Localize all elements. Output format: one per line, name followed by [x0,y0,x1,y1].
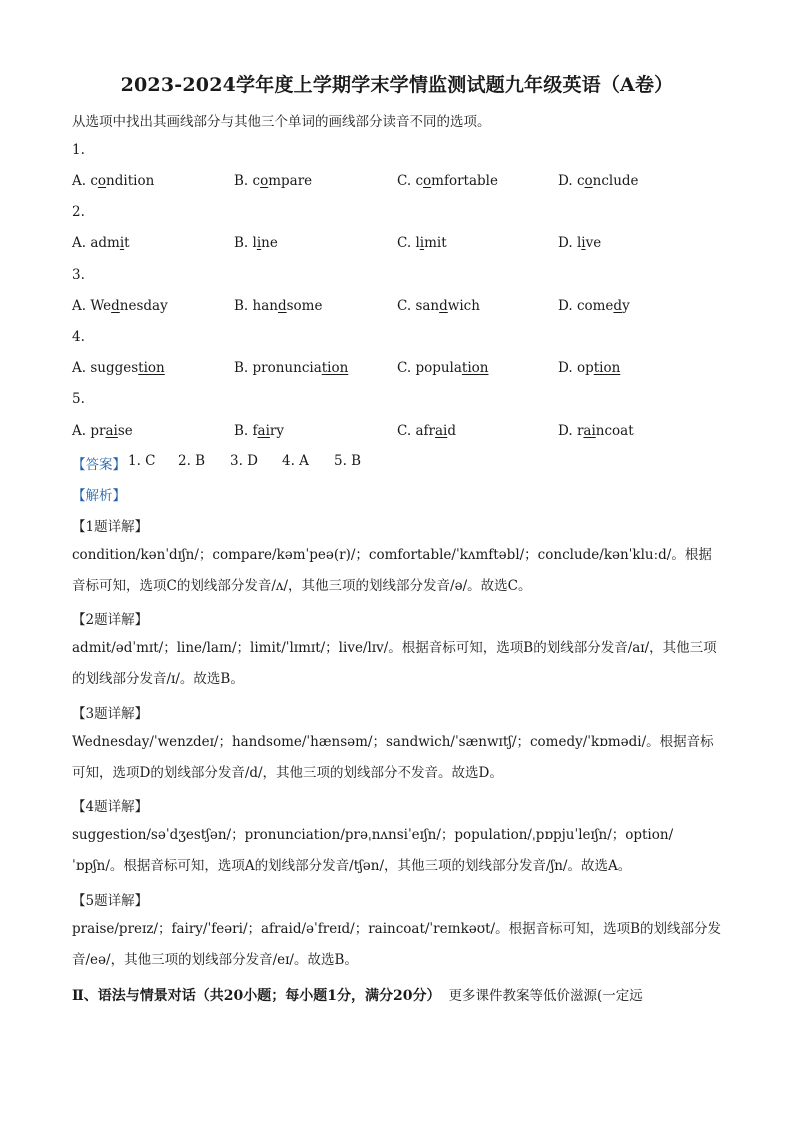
analysis-label: 【解析】 [72,488,126,504]
option-word-prefix: popula [415,360,462,376]
question-option [234,360,348,376]
option-word-suffix: nclude [592,173,639,189]
option-underlined-part: i [119,235,125,251]
option-underlined-part: i [581,235,586,251]
option-word-suffix: ncoat [595,423,634,439]
option-letter: B. [234,173,249,189]
option-word-suffix: wich [447,298,480,314]
option-word-suffix: se [117,423,133,439]
option-word-prefix: pr [90,423,106,439]
option-word-suffix: ry [269,423,284,439]
option-word-prefix: c [415,173,423,189]
option-word-suffix: ndition [106,173,155,189]
question-option [72,298,168,314]
option-word-suffix: t [124,235,130,251]
option-letter: A. [72,360,87,376]
option-letter: C. [397,173,412,189]
answer-item: 3. D [230,453,258,469]
option-underlined-part: o [423,173,432,189]
question-option [234,173,312,189]
option-underlined-part: ai [105,423,118,439]
answer-item: 1. C [128,453,156,469]
question-option [558,298,630,314]
question-option [558,235,601,251]
question-option [397,298,480,314]
option-word-suffix: mfortable [431,173,498,189]
option-underlined-part: tion [461,360,489,376]
option-letter: C. [397,360,412,376]
detail-text: suggestion/səˈdʒestʃən/；pronunciation/prəˌnʌnsiˈeɪʃn/；population/ˌpɒpjuˈleɪʃn/；option/ˈɒpʃn/。根据音标可知，选项A的划线部分发音/tʃən/，其他三项的划线部分发音/ʃn/。故选A。 [72,827,674,874]
option-word-prefix: We [90,298,112,314]
option-letter: D. [558,298,573,314]
question-option [72,423,133,439]
instruction: 从选项中找出其画线部分与其他三个单词的画线部分读音不同的选项。 [72,114,491,130]
question-option [234,235,278,251]
question-number: 3. [72,267,85,283]
option-letter: C. [397,423,412,439]
option-word-suffix: mit [424,235,447,251]
answer-item: 2. B [178,453,206,469]
question-option [72,235,130,251]
option-word-suffix: mpare [268,173,313,189]
section-extra-text: 更多课件教案等低价滋源(一定远 [448,988,643,1004]
option-underlined-part: i [256,235,262,251]
option-letter: D. [558,423,573,439]
option-word-suffix: d [447,423,456,439]
question-option [234,423,284,439]
detail-text: Wednesday/ˈwenzdeɪ/；handsome/ˈhænsəm/；sandwich/ˈsænwɪtʃ/；comedy/ˈkɒmədi/。根据音标可知，选项D的划线部分发音/d/，其他三项的划线部分不发音。故选D。 [72,734,714,781]
option-underlined-part: ai [583,423,596,439]
question-number: 4. [72,329,85,345]
question-number: 1. [72,142,85,158]
option-word-prefix: c [90,173,98,189]
option-letter: D. [558,173,573,189]
question-number: 5. [72,391,85,407]
option-word-prefix: c [576,173,585,189]
option-word-prefix: l [576,235,582,251]
question-option [558,423,634,439]
option-word-prefix: l [415,235,420,251]
detail-heading: 【2题详解】 [72,612,149,628]
option-word-prefix: f [252,423,258,439]
option-underlined-part: i [419,235,425,251]
option-word-prefix: come [576,298,614,314]
option-word-prefix: op [576,360,594,376]
option-underlined-part: o [584,173,593,189]
option-letter: B. [234,423,249,439]
option-letter: B. [234,298,249,314]
answer-label: 【答案】 [72,457,126,473]
detail-text: condition/kənˈdɪʃn/；compare/kəmˈpeə(r)/；comfortable/ˈkʌmftəbl/；conclude/kənˈkluːd/。根据音标可知，选项C的划线部分发音/ʌ/，其他三项的划线部分发音/ə/。故选C。 [72,547,712,594]
option-word-prefix: san [415,298,440,314]
option-letter: A. [72,173,87,189]
question-option [397,235,447,251]
option-word-suffix: some [286,298,323,314]
option-word-prefix: sugges [90,360,139,376]
question-option [397,360,489,376]
option-letter: C. [397,298,412,314]
option-word-prefix: c [252,173,261,189]
detail-heading: 【4题详解】 [72,799,149,815]
option-word-prefix: adm [90,235,120,251]
detail-heading: 【1题详解】 [72,519,149,535]
option-word-prefix: afr [415,423,435,439]
answer-item: 4. A [282,453,309,469]
option-letter: A. [72,423,87,439]
option-word-prefix: han [252,298,278,314]
option-letter: D. [558,235,573,251]
question-option [72,173,154,189]
detail-heading: 【3题详解】 [72,706,149,722]
option-letter: A. [72,235,87,251]
option-letter: D. [558,360,573,376]
option-word-suffix: ne [261,235,278,251]
option-underlined-part: ai [257,423,270,439]
option-underlined-part: d [613,298,623,314]
option-word-prefix: pronuncia [252,360,322,376]
question-number: 2. [72,204,85,220]
option-underlined-part: o [97,173,107,189]
question-option [397,423,456,439]
option-underlined-part: tion [593,360,621,376]
question-option [72,360,165,376]
question-option [397,173,498,189]
option-word-suffix: nesday [119,298,168,314]
option-word-suffix: ve [585,235,602,251]
question-option [558,360,620,376]
option-underlined-part: d [277,298,287,314]
page-title: 2023-2024学年度上学期学末学情监测试题九年级英语（A卷） [120,74,674,96]
option-letter: C. [397,235,412,251]
section-title: Ⅱ、语法与情景对话（共20小题；每小题1分，满分20分） [72,988,441,1004]
option-underlined-part: d [439,298,448,314]
option-word-prefix: l [252,235,257,251]
detail-text: praise/preɪz/；fairy/ˈfeəri/；afraid/əˈfreɪd/；raincoat/ˈreɪnkəʊt/。根据音标可知，选项B的划线部分发音/eə/，其他三项的划线部分发音/eɪ/。故选B。 [72,921,722,968]
option-underlined-part: ai [434,423,448,439]
option-underlined-part: d [111,298,120,314]
option-letter: A. [72,298,87,314]
option-letter: B. [234,360,249,376]
detail-text: admit/ədˈmɪt/；line/laɪn/；limit/ˈlɪmɪt/；live/lɪv/。根据音标可知，选项B的划线部分发音/aɪ/，其他三项的划线部分发音/ɪ/。故选B。 [72,640,717,687]
detail-heading: 【5题详解】 [72,893,149,909]
option-underlined-part: o [260,173,269,189]
option-underlined-part: tion [138,360,165,376]
question-option [558,173,639,189]
section-heading [72,984,643,1005]
option-letter: B. [234,235,249,251]
answer-item: 5. B [334,453,362,469]
question-option [234,298,322,314]
option-underlined-part: tion [321,360,349,376]
option-word-prefix: r [576,423,584,439]
option-word-suffix: y [622,298,630,314]
